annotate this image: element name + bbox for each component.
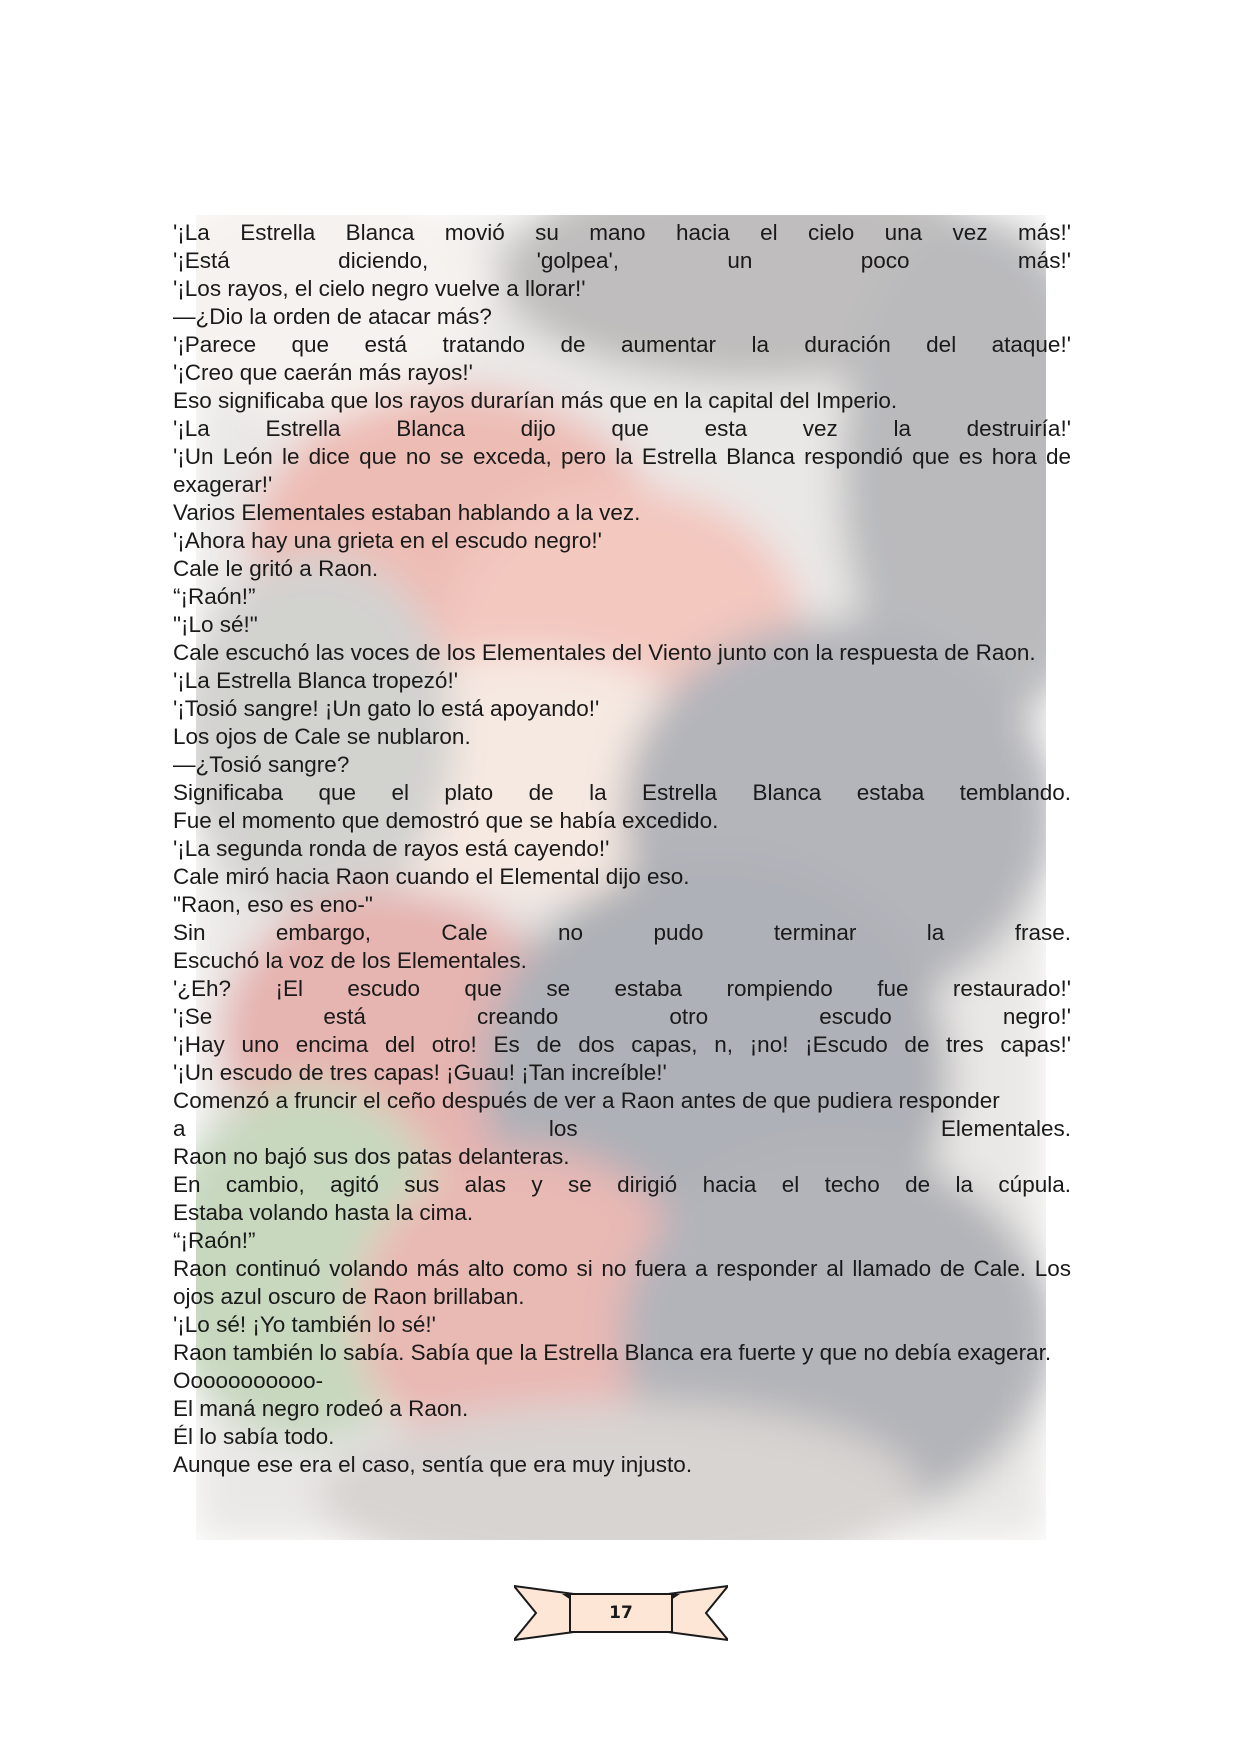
text-line: Eso significaba que los rayos durarían más que en la capital del Imperio. — [173, 388, 898, 413]
text-line: '¡Creo que caerán más rayos!' — [173, 360, 473, 385]
text-line: Comenzó a fruncir el ceño después de ver a Raon antes de que pudiera responder — [173, 1088, 1000, 1113]
text-line: Fue el momento que demostró que se había excedido. — [173, 808, 719, 833]
text-line: Sin embargo, Cale no pudo terminar la frase. — [173, 920, 1071, 945]
text-line: Ooooooooooo- — [173, 1368, 324, 1393]
text-line: Cale escuchó las voces de los Elementales del Viento junto con la respuesta de Raon. — [173, 640, 1036, 665]
text-line: '¡Un escudo de tres capas! ¡Guau! ¡Tan increíble!' — [173, 1060, 667, 1085]
text-line: '¡Tosió sangre! ¡Un gato lo está apoyando!' — [173, 696, 600, 721]
text-line: Escuchó la voz de los Elementales. — [173, 948, 527, 973]
text-line: '¡La Estrella Blanca movió su mano hacia el cielo una vez más!' — [173, 220, 1071, 245]
text-line: '¿Eh? ¡El escudo que se estaba rompiendo fue restaurado!' — [173, 976, 1071, 1001]
text-line: '¡Ahora hay una grieta en el escudo negro!' — [173, 528, 602, 553]
page-number-banner — [514, 1584, 728, 1642]
text-line: Los ojos de Cale se nublaron. — [173, 724, 471, 749]
text-line: '¡Parece que está tratando de aumentar la duración del ataque!' — [173, 332, 1071, 357]
text-line: “¡Raón!” — [173, 1228, 256, 1253]
text-line: Raon continuó volando más alto como si no fuera a responder al llamado de Cale. Los ojos azul oscuro de Raon brillaban. — [173, 1256, 1071, 1309]
text-line: '¡La Estrella Blanca tropezó!' — [173, 668, 458, 693]
text-line: Significaba que el plato de la Estrella Blanca estaba temblando. — [173, 780, 1071, 805]
text-line: "¡Lo sé!" — [173, 612, 258, 637]
page-number: 17 — [609, 1603, 633, 1623]
text-line: Aunque ese era el caso, sentía que era muy injusto. — [173, 1452, 693, 1477]
text-line: '¡Lo sé! ¡Yo también lo sé!' — [173, 1312, 436, 1337]
text-line: '¡Un León le dice que no se exceda, pero la Estrella Blanca respondió que es hora de exagerar!' — [173, 444, 1071, 497]
text-line: Raon también lo sabía. Sabía que la Estrella Blanca era fuerte y que no debía exagerar. — [173, 1340, 1052, 1365]
text-line: En cambio, agitó sus alas y se dirigió hacia el techo de la cúpula. — [173, 1172, 1071, 1197]
text-line: “¡Raón!” — [173, 584, 256, 609]
text-line: Estaba volando hasta la cima. — [173, 1200, 474, 1225]
text-line: '¡Hay uno encima del otro! Es de dos capas, n, ¡no! ¡Escudo de tres capas!' — [173, 1032, 1071, 1057]
text-line: El maná negro rodeó a Raon. — [173, 1396, 469, 1421]
text-line: '¡Está diciendo, 'golpea', un poco más!' — [173, 248, 1071, 273]
text-line: a los Elementales. — [173, 1116, 1071, 1141]
text-line: Raon no bajó sus dos patas delanteras. — [173, 1144, 570, 1169]
text-line: —¿Tosió sangre? — [173, 752, 350, 777]
text-line: Cale le gritó a Raon. — [173, 556, 379, 581]
chapter-text — [173, 219, 1071, 1479]
text-line: Varios Elementales estaban hablando a la vez. — [173, 500, 641, 525]
text-line: '¡La segunda ronda de rayos está cayendo!' — [173, 836, 610, 861]
text-line: '¡La Estrella Blanca dijo que esta vez la destruiría!' — [173, 416, 1071, 441]
text-line: "Raon, eso es eno-" — [173, 892, 373, 917]
text-line: '¡Se está creando otro escudo negro!' — [173, 1004, 1071, 1029]
text-line: Cale miró hacia Raon cuando el Elemental dijo eso. — [173, 864, 690, 889]
text-line: Él lo sabía todo. — [173, 1424, 335, 1449]
text-line: '¡Los rayos, el cielo negro vuelve a llorar!' — [173, 276, 586, 301]
text-line: —¿Dio la orden de atacar más? — [173, 304, 492, 329]
